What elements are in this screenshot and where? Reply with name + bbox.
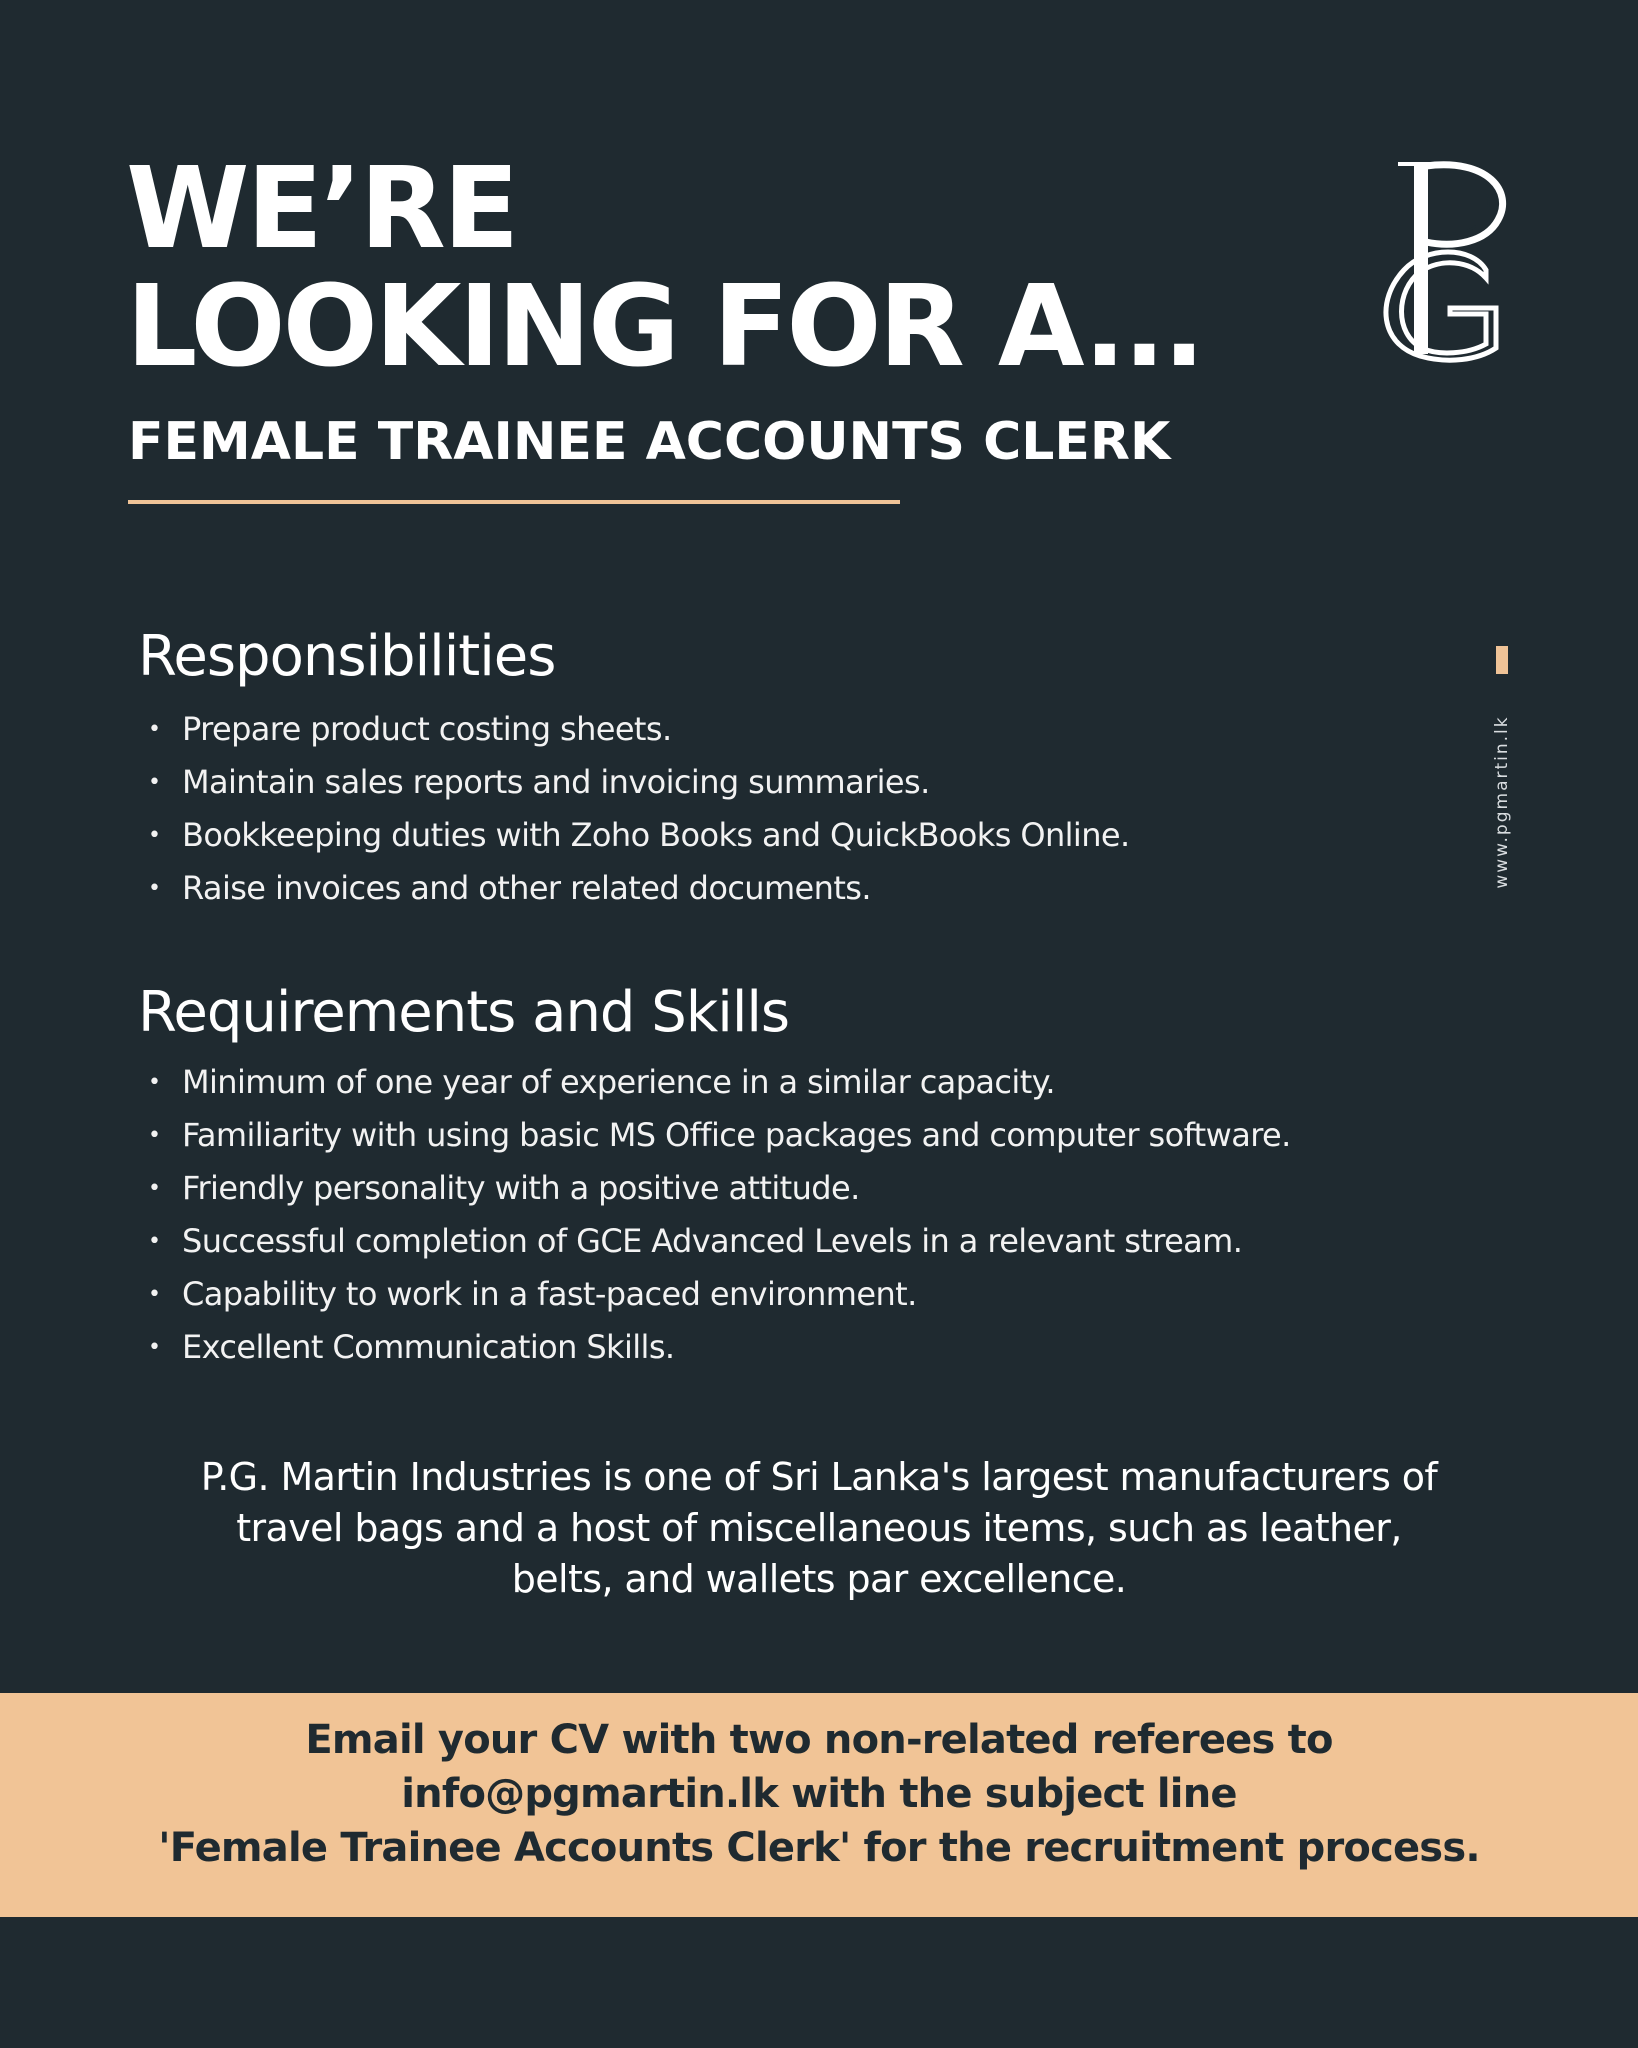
headline xyxy=(126,144,1203,392)
company-description xyxy=(160,1452,1478,1605)
responsibilities-heading: Responsibilities xyxy=(138,624,556,689)
bullet-icon: • xyxy=(148,1070,161,1095)
list-item-text: Prepare product costing sheets. xyxy=(182,710,672,748)
list-item xyxy=(148,1268,1291,1321)
list-item-text: Friendly personality with a positive attitude. xyxy=(182,1169,860,1207)
list-item-text: Bookkeeping duties with Zoho Books and QuickBooks Online. xyxy=(182,816,1130,854)
bullet-icon: • xyxy=(148,1229,161,1254)
website-url: www.pgmartin.lk xyxy=(1492,715,1512,889)
requirements-list xyxy=(148,1056,1291,1374)
bullet-icon: • xyxy=(148,770,161,795)
list-item-text: Successful completion of GCE Advanced Levels in a relevant stream. xyxy=(182,1222,1243,1260)
title-underline xyxy=(128,500,900,504)
side-url-block xyxy=(1488,646,1518,889)
list-item xyxy=(148,1056,1291,1109)
list-item xyxy=(148,1162,1291,1215)
company-description-line-1: P.G. Martin Industries is one of Sri Lanka's largest manufacturers of xyxy=(200,1455,1438,1499)
list-item xyxy=(148,1215,1291,1268)
list-item-text: Minimum of one year of experience in a similar capacity. xyxy=(182,1063,1055,1101)
call-to-action-text xyxy=(0,1713,1638,1875)
bullet-icon: • xyxy=(148,823,161,848)
bullet-icon: • xyxy=(148,1335,161,1360)
bullet-icon: • xyxy=(148,1282,161,1307)
headline-line-1: WE’RE xyxy=(126,144,517,274)
cta-line-2: info@pgmartin.lk with the subject line xyxy=(401,1771,1237,1817)
cta-line-3: 'Female Trainee Accounts Clerk' for the recruitment process. xyxy=(158,1825,1480,1871)
pg-monogram-logo xyxy=(1368,158,1514,368)
bullet-icon: • xyxy=(148,1176,161,1201)
cta-line-1: Email your CV with two non-related referees to xyxy=(305,1717,1333,1763)
responsibilities-list xyxy=(148,703,1130,915)
bullet-icon: • xyxy=(148,717,161,742)
requirements-heading: Requirements and Skills xyxy=(138,980,790,1045)
list-item-text: Maintain sales reports and invoicing summaries. xyxy=(182,763,930,801)
bullet-icon: • xyxy=(148,876,161,901)
company-description-line-2: travel bags and a host of miscellaneous items, such as leather, xyxy=(236,1506,1402,1550)
list-item-text: Excellent Communication Skills. xyxy=(182,1328,675,1366)
company-description-line-3: belts, and wallets par excellence. xyxy=(511,1557,1127,1601)
list-item xyxy=(148,703,1130,756)
list-item xyxy=(148,1109,1291,1162)
bullet-icon: • xyxy=(148,1123,161,1148)
list-item xyxy=(148,1321,1291,1374)
call-to-action-band xyxy=(0,1693,1638,1917)
job-title: FEMALE TRAINEE ACCOUNTS CLERK xyxy=(128,412,1171,472)
list-item-text: Raise invoices and other related documents. xyxy=(182,869,871,907)
list-item xyxy=(148,756,1130,809)
list-item xyxy=(148,862,1130,915)
list-item-text: Capability to work in a fast-paced environment. xyxy=(182,1275,917,1313)
side-accent-bar xyxy=(1496,646,1508,674)
list-item-text: Familiarity with using basic MS Office packages and computer software. xyxy=(182,1116,1291,1154)
headline-line-2: LOOKING FOR A... xyxy=(126,262,1203,392)
list-item xyxy=(148,809,1130,862)
